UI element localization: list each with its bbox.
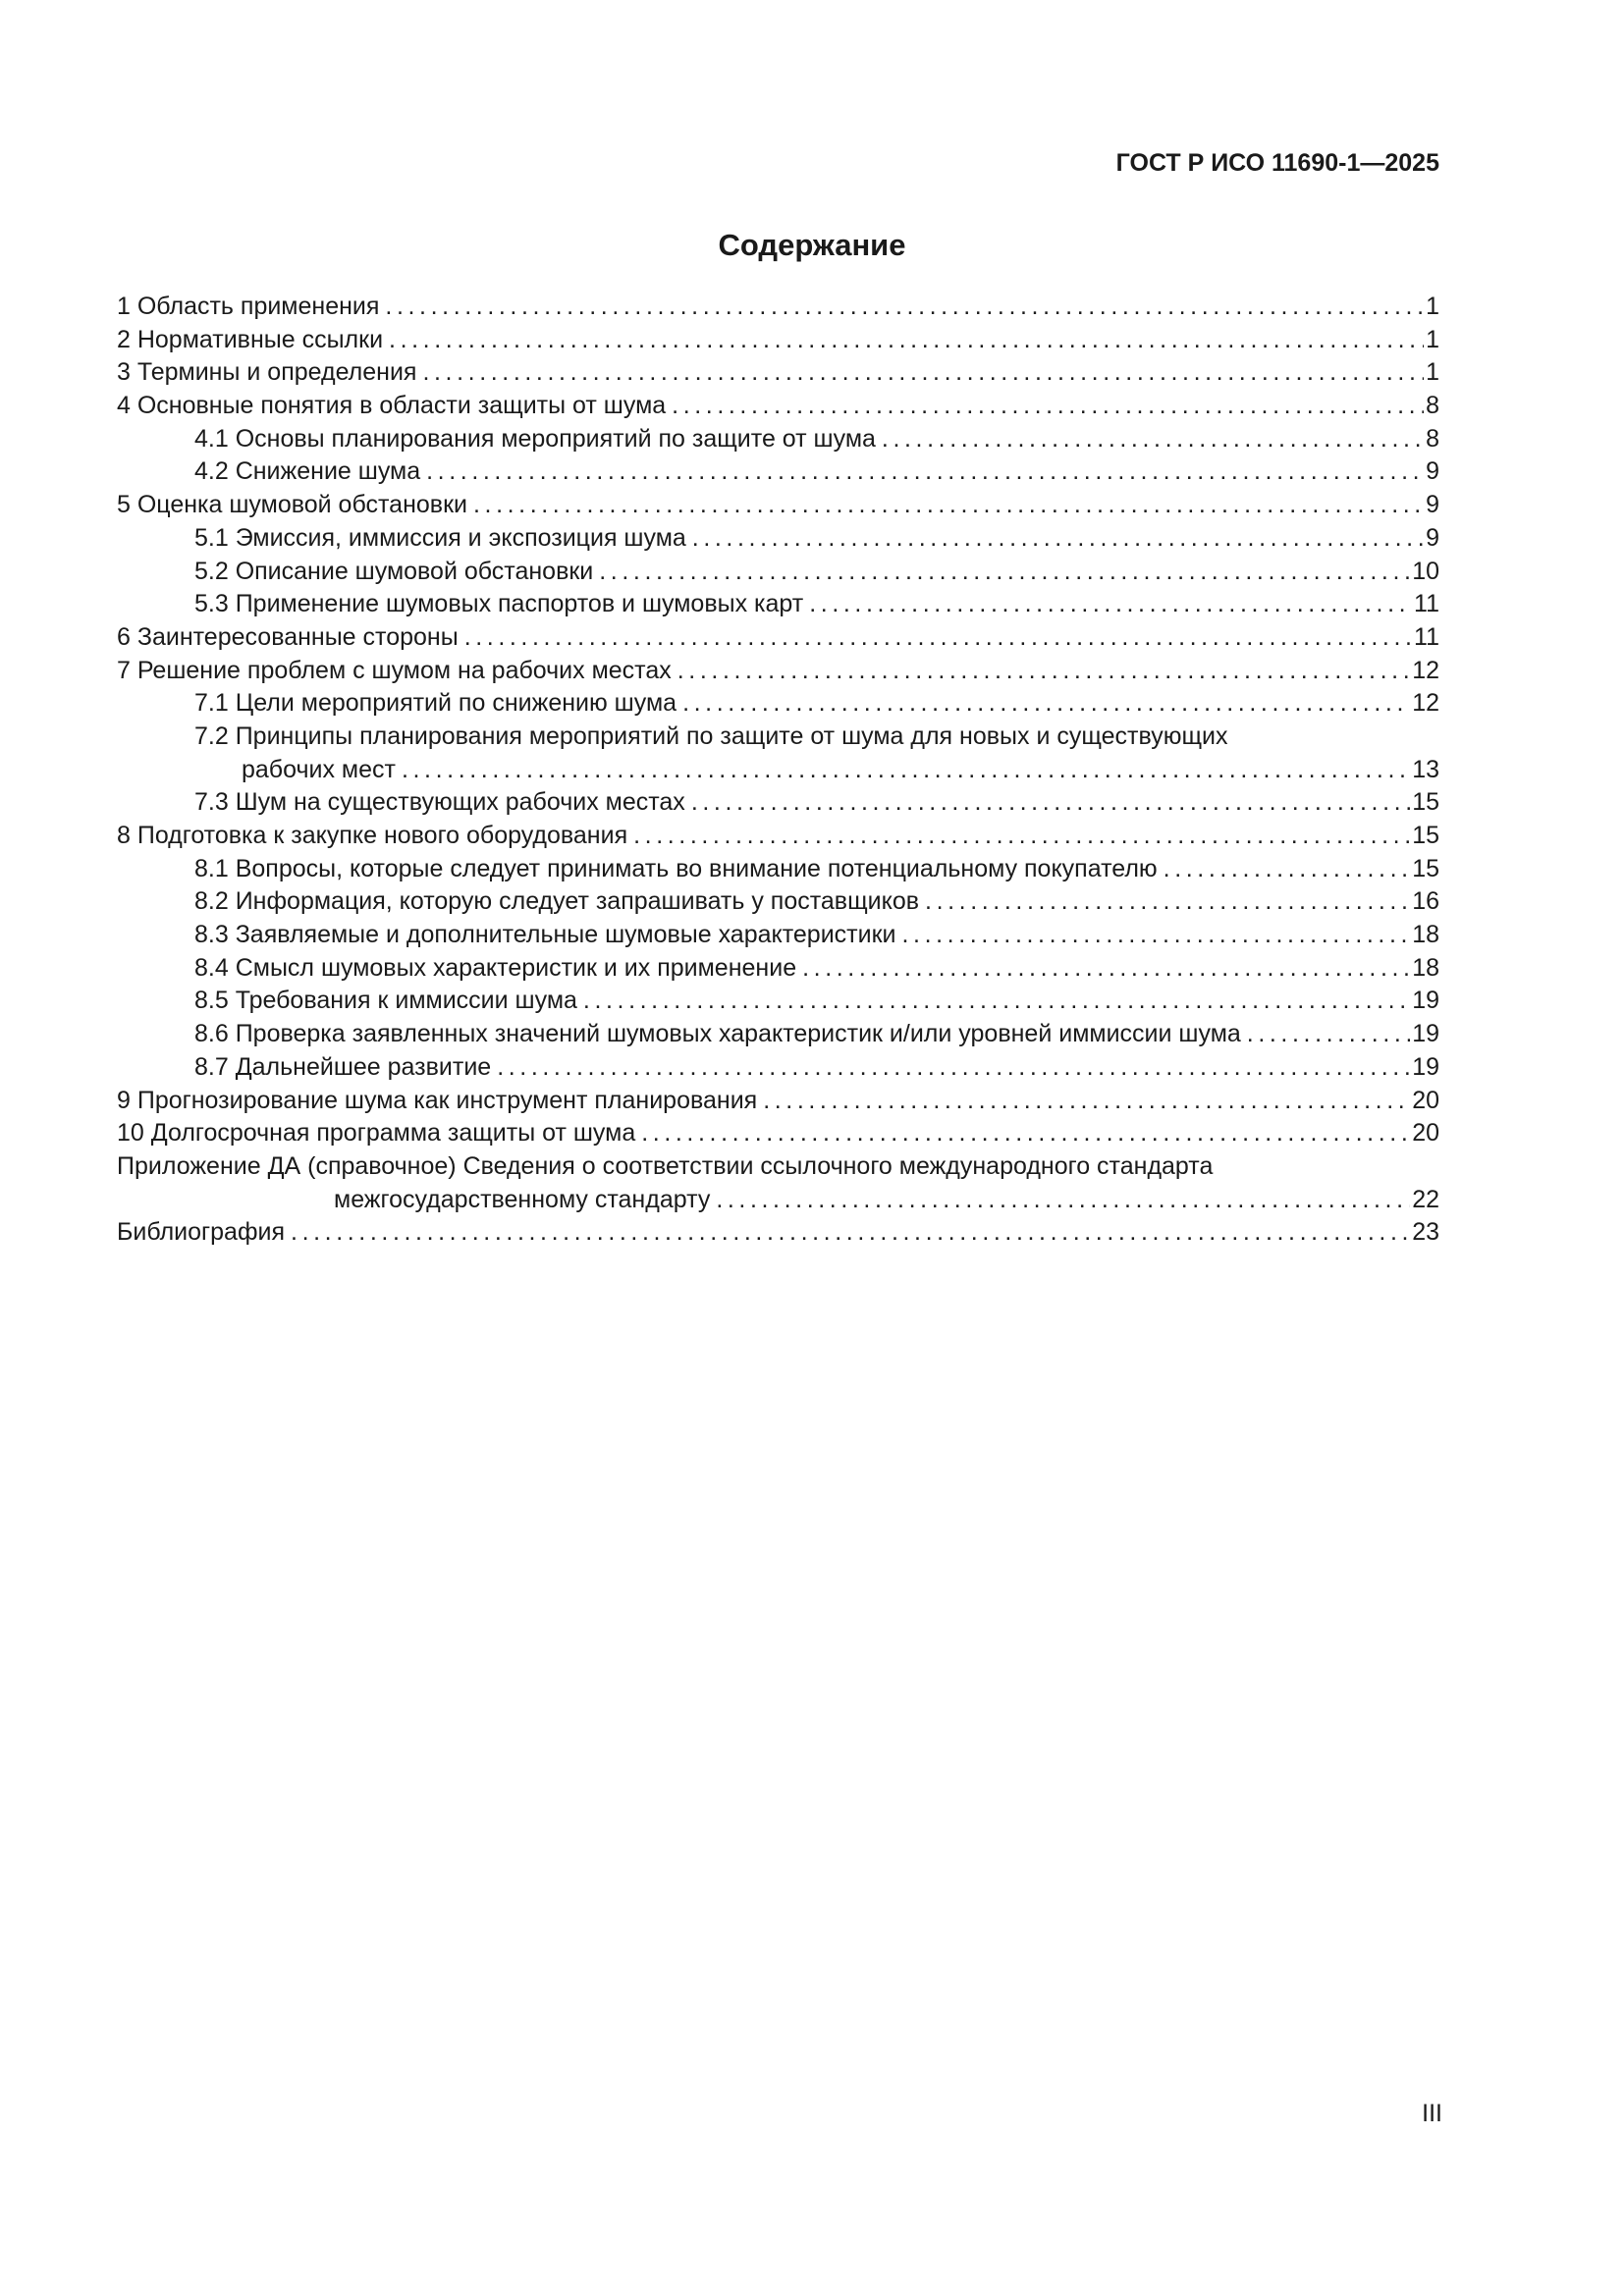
toc-leader-dots bbox=[672, 655, 1410, 688]
toc-leader-dots bbox=[796, 952, 1410, 986]
toc-entry-page: 8 bbox=[1426, 392, 1439, 420]
toc-entry-text: 7.3 Шум на существующих рабочих местах bbox=[194, 788, 685, 817]
toc-leader-dots bbox=[635, 1117, 1410, 1150]
toc-leader-dots bbox=[757, 1085, 1410, 1118]
toc-entry-text: Библиография bbox=[117, 1218, 286, 1247]
toc-entry-text: 2 Нормативные ссылки bbox=[117, 325, 384, 353]
toc-entry-text: 5.3 Применение шумовых паспортов и шумовых карт bbox=[194, 590, 804, 618]
toc-entry-page: 16 bbox=[1412, 887, 1439, 916]
toc-entry-text: 7.2 Принципы планирования мероприятий по защите от шума для новых и существующих bbox=[194, 721, 1228, 750]
toc-leader-dots bbox=[803, 588, 1412, 621]
toc-entry-page: 19 bbox=[1412, 1020, 1439, 1048]
toc-entry-text: 9 Прогнозирование шума как инструмент планирования bbox=[117, 1086, 758, 1114]
toc-entry-page: 13 bbox=[1412, 755, 1439, 783]
toc-entry-page: 11 bbox=[1414, 590, 1439, 618]
toc-entry-page: 12 bbox=[1412, 656, 1439, 684]
toc-entry-text: 4 Основные понятия в области защиты от шума bbox=[117, 392, 667, 420]
toc-leader-dots bbox=[459, 621, 1412, 655]
toc-entry-text: 5.1 Эмиссия, иммиссия и экспозиция шума bbox=[194, 523, 686, 552]
toc-entry-text: 4.1 Основы планирования мероприятий по защите от шума bbox=[194, 424, 876, 453]
toc-entry-5[interactable] bbox=[117, 489, 1439, 522]
toc-entry-text: 8 Подготовка к закупке нового оборудования bbox=[117, 822, 628, 849]
toc-entry-7-3[interactable] bbox=[117, 786, 1439, 820]
toc-entry-8-5[interactable] bbox=[117, 985, 1439, 1018]
toc-entry-page: 19 bbox=[1412, 1052, 1439, 1081]
toc-entry-text: 8.5 Требования к иммиссии шума bbox=[194, 987, 577, 1015]
toc-entry-4-1[interactable] bbox=[117, 423, 1439, 456]
toc-entry-page: 18 bbox=[1412, 921, 1439, 949]
toc-entry-5-2[interactable] bbox=[117, 556, 1439, 589]
toc-entry-text: 8.6 Проверка заявленных значений шумовых характеристик и/или уровней иммиссии шума bbox=[194, 1020, 1241, 1048]
toc-entry-page: 23 bbox=[1412, 1218, 1439, 1247]
toc-entry-page: 18 bbox=[1412, 953, 1439, 982]
toc-entry-10[interactable] bbox=[117, 1117, 1439, 1150]
toc-entry-page: 20 bbox=[1412, 1086, 1439, 1114]
toc-entry-text: 7.1 Цели мероприятий по снижению шума bbox=[194, 689, 677, 718]
toc-entry-text: 8.4 Смысл шумовых характеристик и их применение bbox=[194, 953, 797, 982]
toc-entry-page: 8 bbox=[1426, 424, 1439, 453]
toc-leader-dots bbox=[383, 324, 1424, 357]
toc-entry-8-3[interactable] bbox=[117, 919, 1439, 952]
toc-leader-dots bbox=[710, 1184, 1410, 1217]
toc-entry-4[interactable] bbox=[117, 390, 1439, 423]
toc-entry-8-1[interactable] bbox=[117, 853, 1439, 886]
toc-entry-text: 8.3 Заявляемые и дополнительные шумовые характеристики bbox=[194, 921, 896, 949]
toc-entry-text: рабочих мест bbox=[242, 755, 396, 783]
toc-leader-dots bbox=[686, 522, 1424, 556]
toc-entry-8[interactable] bbox=[117, 820, 1439, 853]
toc-entry-text: 7 Решение проблем с шумом на рабочих местах bbox=[117, 656, 672, 684]
toc-entry-page: 20 bbox=[1412, 1119, 1439, 1148]
toc-entry-text: Приложение ДА (справочное) Сведения о соответствии ссылочного международного стандарта bbox=[117, 1151, 1214, 1180]
toc-entry-5-3[interactable] bbox=[117, 588, 1439, 621]
toc-entry-page: 15 bbox=[1412, 788, 1439, 817]
toc-entry-8-4[interactable] bbox=[117, 952, 1439, 986]
toc-entry-page: 19 bbox=[1412, 987, 1439, 1015]
toc-entry-text: 8.1 Вопросы, которые следует принимать во внимание потенциальному покупателю bbox=[194, 854, 1158, 882]
toc-leader-dots bbox=[420, 455, 1424, 489]
table-of-contents bbox=[117, 291, 1439, 1250]
toc-leader-dots bbox=[285, 1216, 1410, 1250]
toc-title: Содержание bbox=[718, 228, 906, 262]
toc-entry-text: 10 Долгосрочная программа защиты от шума bbox=[117, 1119, 636, 1148]
toc-leader-dots bbox=[627, 820, 1410, 853]
toc-entry-text: 5 Оценка шумовой обстановки bbox=[117, 491, 467, 519]
toc-entry-7-1[interactable] bbox=[117, 687, 1439, 721]
toc-entry-appendix-da[interactable] bbox=[117, 1150, 1439, 1184]
toc-leader-dots bbox=[577, 985, 1410, 1018]
toc-entry-text: 3 Термины и определения bbox=[117, 358, 417, 387]
toc-entry-3[interactable] bbox=[117, 356, 1439, 390]
toc-entry-page: 9 bbox=[1426, 457, 1439, 486]
toc-entry-1[interactable] bbox=[117, 291, 1439, 324]
toc-leader-dots bbox=[666, 390, 1424, 423]
toc-entry-page: 9 bbox=[1426, 523, 1439, 552]
toc-leader-dots bbox=[677, 687, 1410, 721]
page-number: III bbox=[1422, 2100, 1442, 2127]
toc-leader-dots bbox=[685, 786, 1410, 820]
toc-entry-8-6[interactable] bbox=[117, 1018, 1439, 1051]
toc-entry-text: 1 Область применения bbox=[117, 293, 380, 320]
toc-entry-text: 4.2 Снижение шума bbox=[194, 457, 421, 486]
toc-leader-dots bbox=[1158, 853, 1411, 886]
toc-entry-text: 8.2 Информация, которую следует запрашивать у поставщиков bbox=[194, 887, 920, 916]
toc-leader-dots bbox=[416, 356, 1424, 390]
toc-leader-dots bbox=[896, 919, 1411, 952]
toc-entry-2[interactable] bbox=[117, 324, 1439, 357]
toc-entry-bibliography[interactable] bbox=[117, 1216, 1439, 1250]
toc-entry-7[interactable] bbox=[117, 655, 1439, 688]
toc-entry-text: межгосударственному стандарту bbox=[334, 1185, 711, 1213]
toc-entry-page: 10 bbox=[1412, 557, 1439, 585]
toc-entry-page: 9 bbox=[1426, 491, 1439, 519]
toc-entry-page: 1 bbox=[1426, 325, 1439, 353]
toc-entry-8-7[interactable] bbox=[117, 1051, 1439, 1085]
toc-entry-7-2-continuation[interactable] bbox=[117, 754, 1439, 787]
toc-entry-page: 1 bbox=[1426, 293, 1439, 320]
toc-entry-page: 1 bbox=[1426, 358, 1439, 387]
toc-entry-page: 15 bbox=[1412, 854, 1439, 882]
toc-entry-4-2[interactable] bbox=[117, 455, 1439, 489]
toc-leader-dots bbox=[396, 754, 1410, 787]
toc-leader-dots bbox=[876, 423, 1424, 456]
toc-entry-text: 8.7 Дальнейшее развитие bbox=[194, 1052, 492, 1081]
toc-entry-text: 5.2 Описание шумовой обстановки bbox=[194, 557, 594, 585]
toc-entry-text: 6 Заинтересованные стороны bbox=[117, 622, 459, 651]
toc-entry-5-1[interactable] bbox=[117, 522, 1439, 556]
toc-entry-page: 22 bbox=[1412, 1185, 1439, 1213]
toc-entry-page: 12 bbox=[1412, 689, 1439, 718]
toc-leader-dots bbox=[467, 489, 1424, 522]
toc-entry-8-2[interactable] bbox=[117, 885, 1439, 919]
toc-leader-dots bbox=[379, 291, 1424, 324]
toc-leader-dots bbox=[491, 1051, 1410, 1085]
toc-leader-dots bbox=[593, 556, 1410, 589]
toc-entry-appendix-da-continuation[interactable] bbox=[117, 1184, 1439, 1217]
toc-entry-7-2[interactable] bbox=[117, 721, 1439, 754]
document-code: ГОСТ Р ИСО 11690-1—2025 bbox=[1115, 149, 1439, 177]
toc-entry-page: 11 bbox=[1414, 622, 1439, 651]
toc-entry-page: 15 bbox=[1412, 822, 1439, 849]
toc-leader-dots bbox=[1241, 1018, 1410, 1051]
toc-entry-6[interactable] bbox=[117, 621, 1439, 655]
toc-leader-dots bbox=[919, 885, 1410, 919]
toc-entry-9[interactable] bbox=[117, 1085, 1439, 1118]
